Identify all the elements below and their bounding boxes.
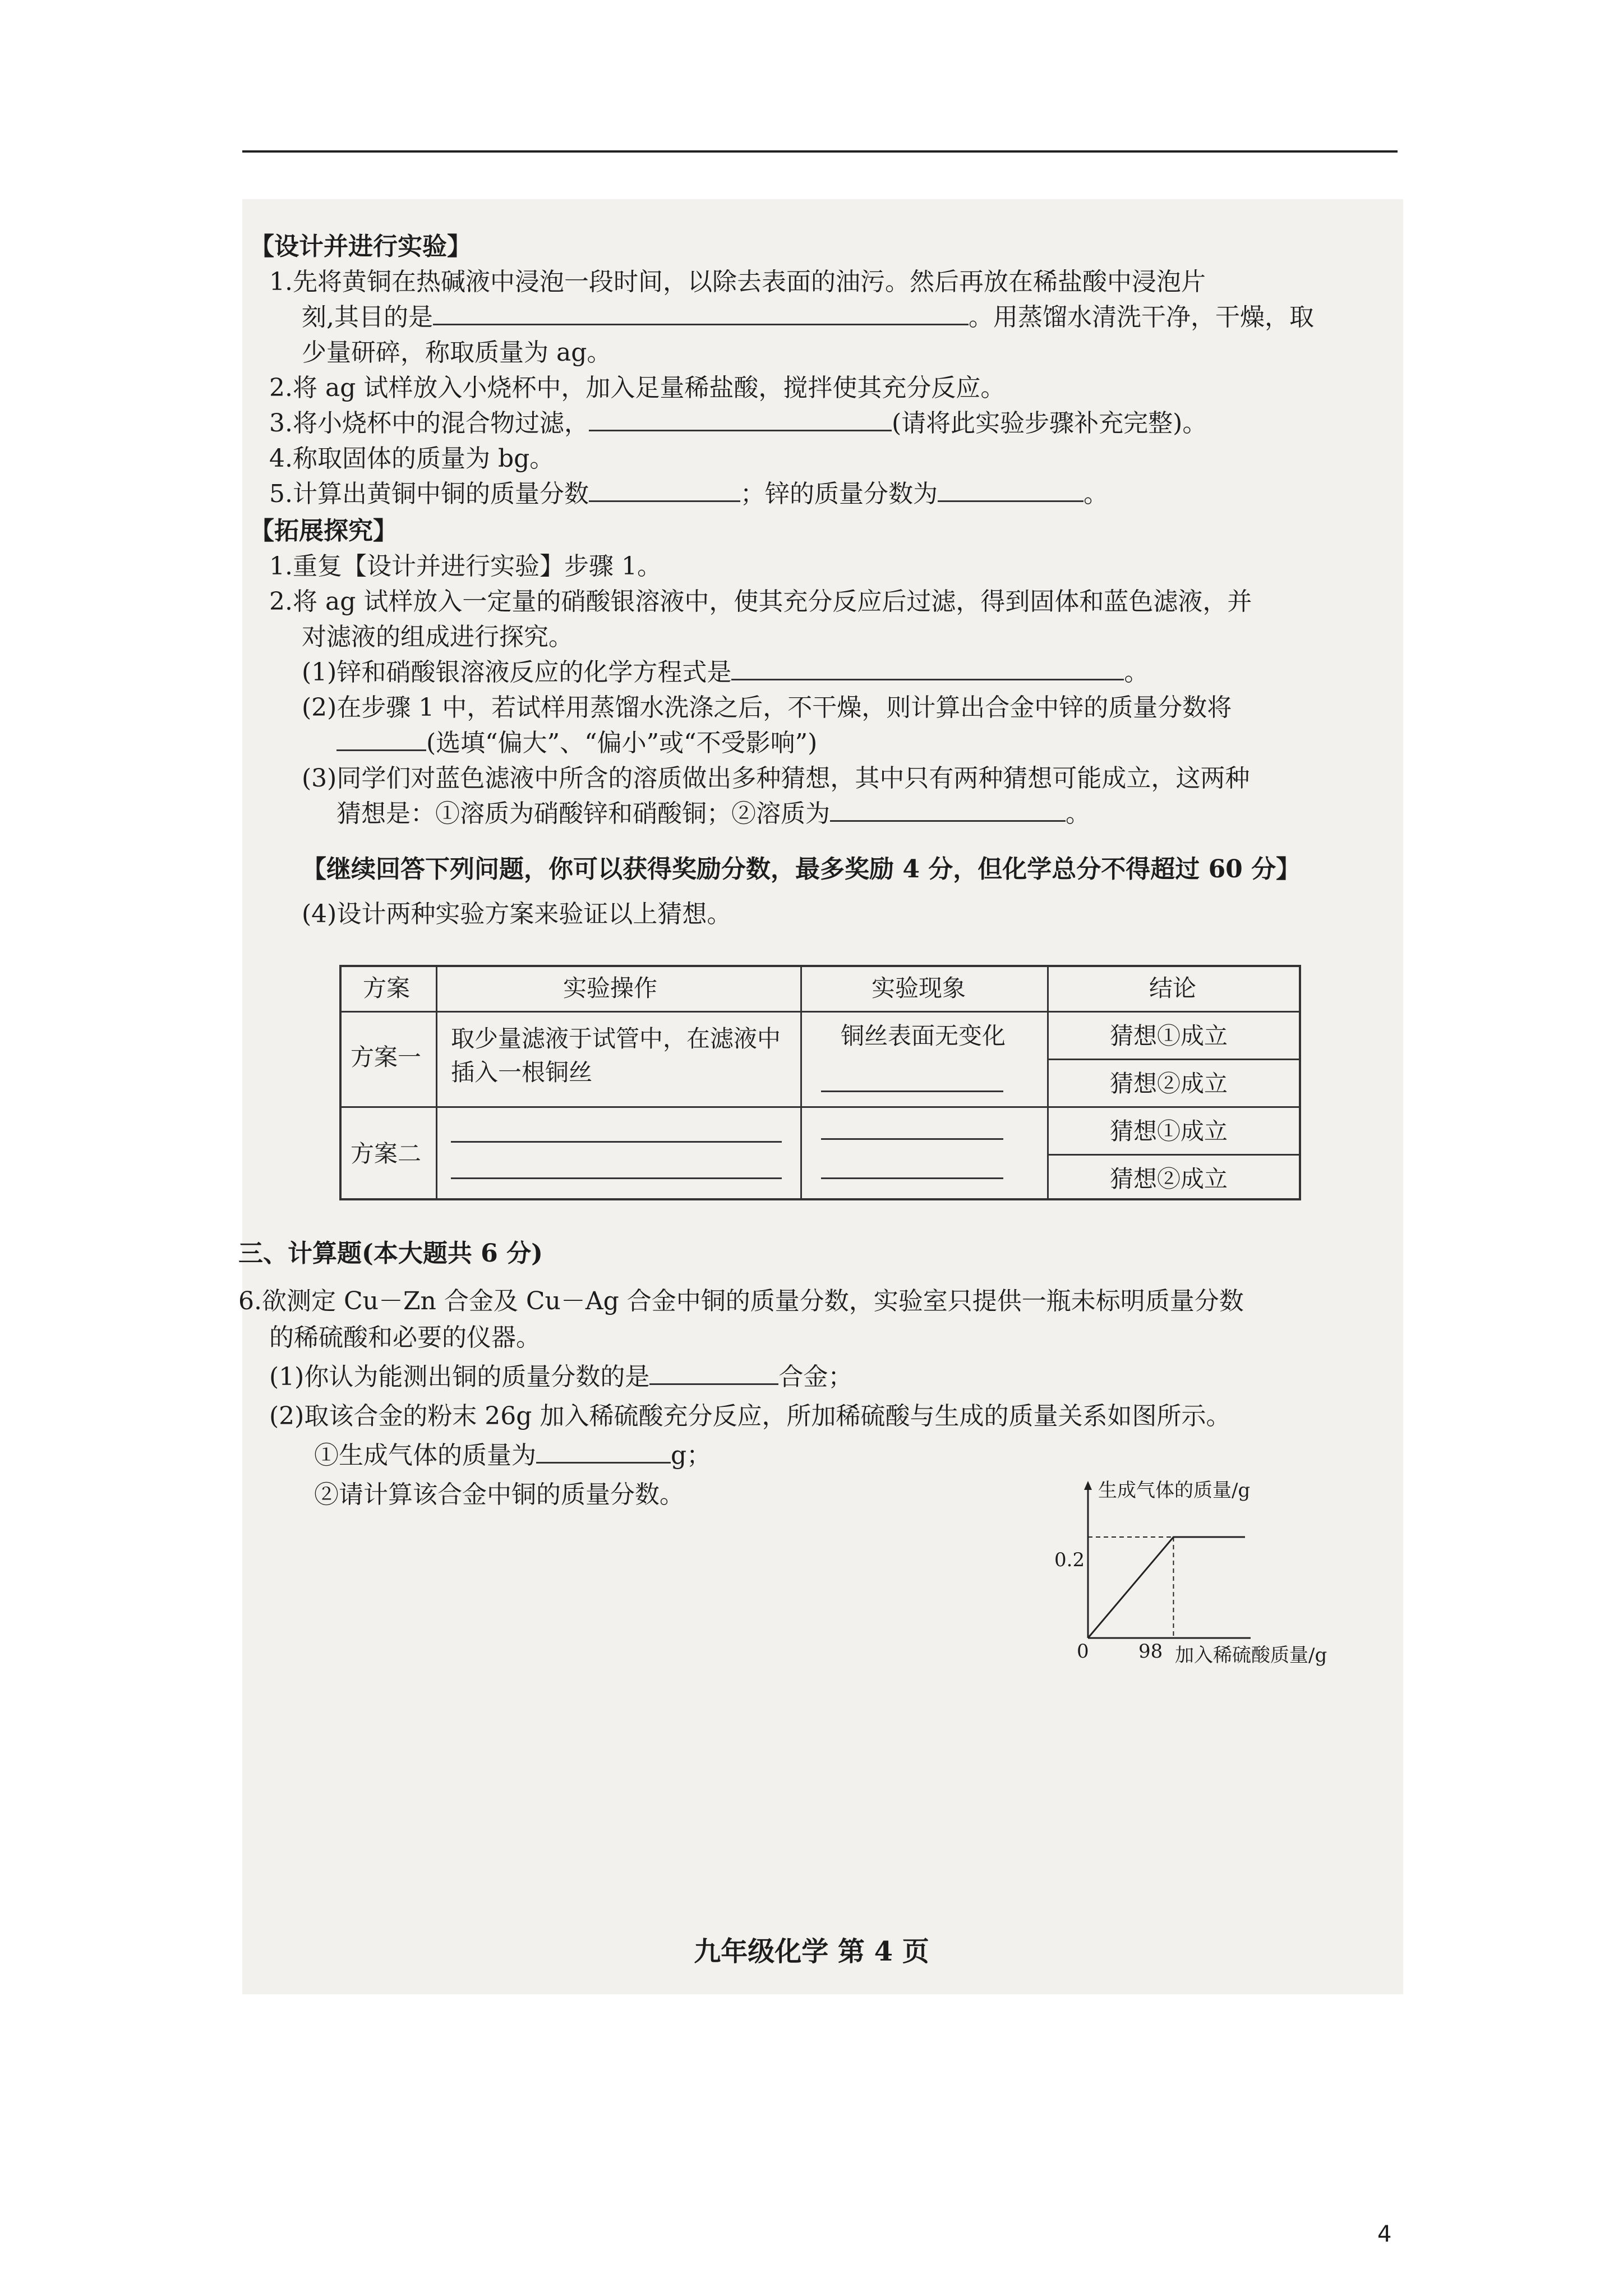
chart-marks	[1088, 1537, 1245, 1638]
q6-line-b: 的稀硫酸和必要的仪器。	[269, 1323, 541, 1352]
table-conclusion-divider	[1047, 1154, 1299, 1156]
extend-item1: 1.重复【设计并进行实验】步骤 1。	[269, 552, 662, 581]
table-row-divider	[342, 1106, 1299, 1108]
bonus-note: 【继续回答下列问题，你可以获得奖励分数，最多奖励 4 分，但化学总分不得超过 60 分】	[302, 855, 1301, 884]
q3-blank[interactable]	[830, 798, 1066, 822]
step1-line-a: 1.先将黄铜在热碱液中浸泡一段时间，以除去表面的油污。然后再放在稀盐酸中浸泡片	[269, 268, 1206, 296]
p1-blank[interactable]	[649, 1361, 778, 1385]
y-tick-label: 0.2	[1054, 1549, 1085, 1571]
top-rule	[242, 150, 1398, 153]
p2-1-text: ①生成气体的质量为	[314, 1441, 536, 1470]
x-axis-label: 加入稀硫酸质量/g	[1175, 1644, 1327, 1666]
q2-text: (选填“偏大”、“偏小”或“不受影响”)	[426, 729, 818, 757]
plan1-label: 方案一	[351, 1043, 422, 1071]
extend-item2-b: 对滤液的组成进行探究。	[302, 623, 573, 651]
plan2-label: 方案二	[351, 1140, 422, 1167]
step2-line: 2.将 ag 试样放入小烧杯中，加入足量稀盐酸，搅拌使其充分反应。	[269, 374, 1006, 402]
p1-end: 合金；	[778, 1363, 853, 1391]
gas-mass-chart	[1054, 1475, 1391, 1666]
table-header-divider	[342, 1011, 1299, 1013]
step4-line: 4.称取固体的质量为 bg。	[269, 444, 555, 473]
step5-blank-zinc[interactable]	[938, 478, 1083, 502]
p2-2-line: ②请计算该合金中铜的质量分数。	[314, 1480, 684, 1509]
q2-line-b	[336, 726, 817, 760]
step5-text-1: 5.计算出黄铜中铜的质量分数	[269, 480, 589, 508]
q1-end: 。	[1124, 658, 1149, 687]
q3-line-a: (3)同学们对蓝色滤液中所含的溶质做出多种猜想，其中只有两种猜想可能成立，这两种	[302, 764, 1250, 793]
series-line	[1088, 1537, 1245, 1638]
step3-line	[269, 407, 1207, 440]
extend-item2-a: 2.将 ag 试样放入一定量的硝酸银溶液中，使其充分反应后过滤，得到固体和蓝色滤液，并	[269, 587, 1252, 616]
table-col-divider	[800, 967, 802, 1198]
plan1-phenomenon-blank[interactable]	[821, 1091, 1003, 1092]
q2-blank[interactable]	[336, 727, 426, 751]
q1-blank[interactable]	[731, 656, 1124, 680]
table-conclusion-divider	[1047, 1059, 1299, 1060]
conclusion-3: 猜想①成立	[1110, 1117, 1228, 1145]
x-tick-label: 98	[1138, 1640, 1163, 1663]
q1-text: (1)锌和硝酸银溶液反应的化学方程式是	[302, 658, 732, 687]
origin-label: 0	[1077, 1640, 1089, 1663]
conclusion-2: 猜想②成立	[1110, 1070, 1228, 1097]
step1-text-1: 刻,其目的是	[302, 303, 433, 332]
plan2-operation-blank-1[interactable]	[451, 1141, 782, 1143]
conclusion-4: 猜想②成立	[1110, 1165, 1228, 1193]
extend-heading: 【拓展探究】	[250, 517, 398, 545]
q4-line: (4)设计两种实验方案来验证以上猜想。	[302, 900, 732, 928]
q3-end: 。	[1066, 799, 1090, 828]
calc-heading: 三、计算题(本大题共 6 分)	[238, 1239, 543, 1268]
step1-line-b	[302, 301, 1314, 334]
p2-1-end: g；	[671, 1441, 712, 1470]
step3-text-1: 3.将小烧杯中的混合物过滤，	[269, 409, 589, 438]
table-col-divider	[436, 967, 437, 1198]
page-footer-title: 九年级化学 第 4 页	[694, 1936, 929, 1967]
y-axis-label: 生成气体的质量/g	[1098, 1479, 1251, 1502]
p2-line: (2)取该合金的粉末 26g 加入稀硫酸充分反应，所加稀硫酸与生成的质量关系如图所示。	[269, 1402, 1231, 1430]
plan1-operation-a: 取少量滤液于试管中，在滤液中	[451, 1025, 781, 1052]
p1-line	[269, 1360, 852, 1394]
conclusion-1: 猜想①成立	[1110, 1022, 1228, 1050]
plan2-phenomenon-blank-1[interactable]	[821, 1138, 1003, 1140]
plan2-operation-blank-2[interactable]	[451, 1177, 782, 1179]
step5-line	[269, 477, 1108, 511]
table-header-conclusion: 结论	[1149, 974, 1197, 1002]
q3-line-b	[336, 797, 1090, 831]
q6-line-a: 6.欲测定 Cu－Zn 合金及 Cu－Ag 合金中铜的质量分数，实验室只提供一瓶未标明质量分数	[238, 1287, 1244, 1315]
q2-line-a: (2)在步骤 1 中，若试样用蒸馏水洗涤之后，不干燥，则计算出合金中锌的质量分数将	[302, 693, 1232, 722]
plan1-phenomenon: 铜丝表面无变化	[841, 1022, 1006, 1050]
table-header-operation: 实验操作	[563, 974, 658, 1002]
page-number: 4	[1377, 2221, 1392, 2247]
experiment-table	[339, 965, 1301, 1200]
step3-blank[interactable]	[589, 407, 892, 431]
table-col-divider	[1047, 967, 1049, 1198]
q3-text: 猜想是：①溶质为硝酸锌和硝酸铜；②溶质为	[336, 799, 830, 828]
q1-line	[302, 656, 1149, 689]
p1-text: (1)你认为能测出铜的质量分数的是	[269, 1363, 650, 1391]
plan2-phenomenon-blank-2[interactable]	[821, 1177, 1003, 1179]
p2-1-blank[interactable]	[536, 1439, 671, 1464]
design-heading: 【设计并进行实验】	[250, 232, 472, 261]
step3-text-2: (请将此实验步骤补充完整)。	[891, 409, 1207, 438]
p2-1-line	[314, 1439, 711, 1473]
step5-text-2: ；锌的质量分数为	[740, 480, 938, 508]
step5-blank-copper[interactable]	[589, 478, 740, 502]
table-header-phenomenon: 实验现象	[872, 974, 966, 1002]
step1-text-2: 。用蒸馏水清洗干净，干燥，取	[969, 303, 1314, 332]
step1-blank[interactable]	[433, 301, 969, 325]
y-axis-arrow	[1084, 1481, 1092, 1490]
step5-text-3: 。	[1083, 480, 1108, 508]
step1-line-c: 少量研碎，称取质量为 ag。	[302, 338, 612, 367]
table-header-plan: 方案	[363, 974, 411, 1002]
plan1-operation-b: 插入一根铜丝	[451, 1059, 593, 1086]
